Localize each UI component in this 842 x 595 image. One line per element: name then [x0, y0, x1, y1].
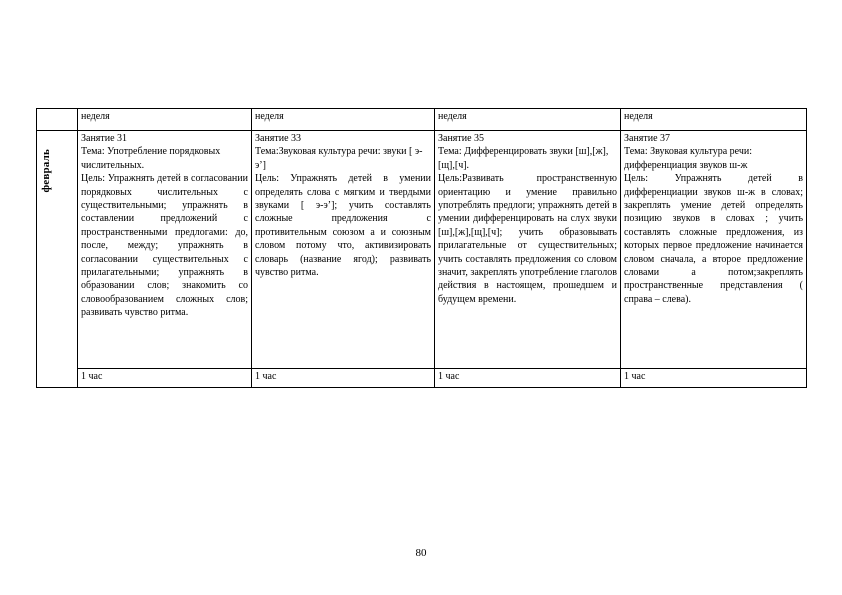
lesson-title: Занятие 35: [438, 133, 485, 144]
month-label: февраль: [40, 149, 52, 193]
lesson-goal: Цель: Упражнять детей в согласовании порядковых числительных с существительными; упражнять в составлении предложений с пространственными предлогами: до, после, между; упражнять в согласовании существительных с прилагательными; упражнять в образовании слов; знакомить со словообразованием сложных слов; развивать чувство ритма.: [81, 173, 248, 319]
lesson-cell-4: [621, 131, 807, 369]
lesson-theme: Тема: Звуковая культура речи: дифференциация звуков ш-ж: [624, 146, 752, 171]
lesson-cell-2: [252, 131, 435, 369]
week-header-row: [37, 109, 807, 131]
lesson-title: Занятие 33: [255, 133, 302, 144]
week-header-4: неделя: [621, 109, 807, 131]
lesson-title: Занятие 37: [624, 133, 671, 144]
lesson-plan-table: [36, 108, 807, 388]
lesson-goal: Цель:Развивать пространственную ориентацию и умение правильно употреблять предлоги; упражнять детей в умении дифференцировать на слух звуки [ш],[ж],[щ],[ч]; учить образовывать прилагательные от существительных; учить составлять предложения со словом значит, закреплять употребление глаголов действия в настоящем, прошедшем и будущем времени.: [438, 173, 617, 305]
hours-cell-1: 1 час: [78, 369, 252, 388]
lesson-cell-1: [78, 131, 252, 369]
month-header-cell: [37, 109, 78, 131]
hours-cell-4: 1 час: [621, 369, 807, 388]
week-header-1: неделя: [78, 109, 252, 131]
page-number: 80: [415, 547, 427, 559]
month-cell: [37, 131, 78, 388]
week-header-3: неделя: [435, 109, 621, 131]
lesson-row: [37, 131, 807, 369]
lesson-goal: Цель: Упражнять детей в дифференциации звуков ш-ж в словах; закреплять умение детей определять позицию звуков в словах ; учить составлять сложные предложения, из которых первое предложение начинается словом сначала, а второе предложение словами а потом;закреплять пространственные представления ( справа – слева).: [624, 173, 803, 305]
hours-row: [37, 369, 807, 388]
hours-cell-2: 1 час: [252, 369, 435, 388]
lesson-title: Занятие 31: [81, 133, 128, 144]
lesson-theme: Тема: Дифференцировать звуки [ш],[ж],[щ],[ч].: [438, 146, 609, 171]
week-header-2: неделя: [252, 109, 435, 131]
lesson-cell-3: [435, 131, 621, 369]
hours-cell-3: 1 час: [435, 369, 621, 388]
lesson-theme: Тема: Употребление порядковых числительных.: [81, 146, 221, 171]
lesson-goal: Цель: Упражнять детей в умении определять слова с мягким и твердыми звуками [ э-э’]; учить составлять сложные предложения с противительным союзом а и союзным словом потому что, активизировать словарь (название ягод); развивать чувство ритма.: [255, 173, 431, 279]
lesson-theme: Тема:Звуковая культура речи: звуки [ э-э’]: [255, 146, 423, 171]
